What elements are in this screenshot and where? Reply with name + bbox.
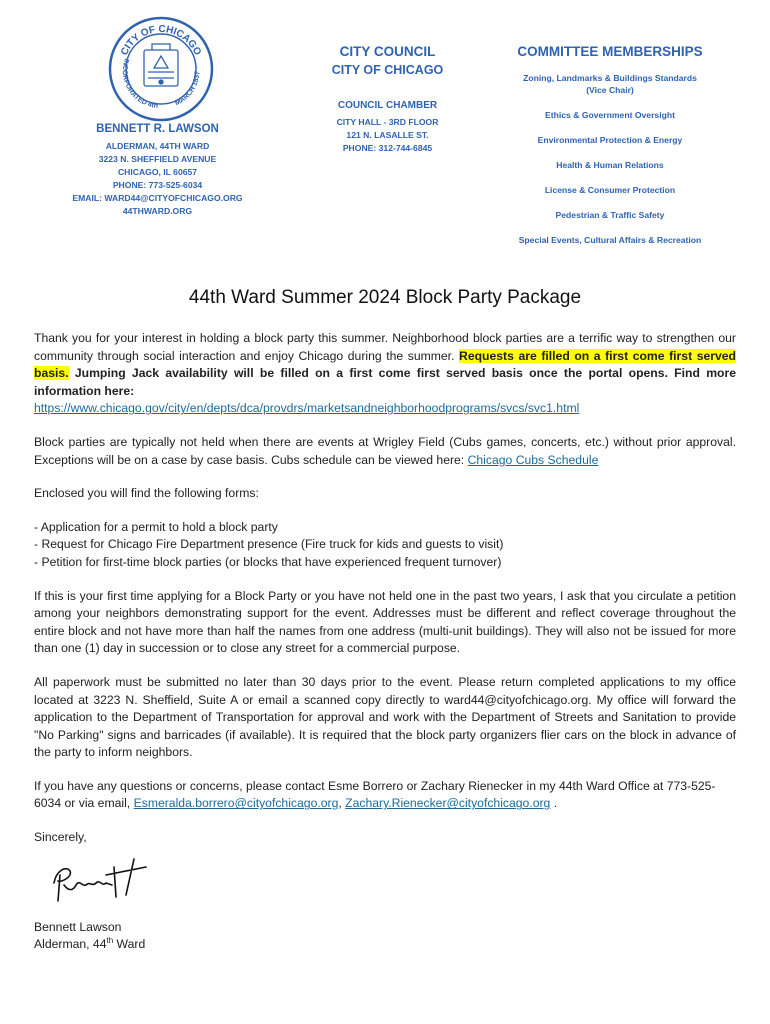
esmeralda-email-link[interactable]: Esmeralda.borrero@cityofchicago.org (133, 796, 339, 811)
paragraph-contact: If you have any questions or concerns, please contact Esme Borrero or Zachary Rienecker in my 44th Ward Office at 773-525-6034 or via email, Esmeralda.borrero@cityofchicago.org, Zachary.Rienecker@cityofchicago.org . (34, 778, 716, 811)
paragraph-wrigley: Block parties are typically not held when there are events at Wrigley Field (Cubs games, concerts, etc.) without prior approval. Exceptions will be on a case by case basis. Cubs schedule can be viewed here: Chicago Cubs Schedule (34, 434, 736, 467)
seal-top-text: CITY OF CHICAGO (119, 23, 203, 58)
committee-item: Pedestrian & Traffic Safety (555, 210, 665, 220)
forms-list (34, 519, 736, 572)
seal-right-text: MARCH 1837 (173, 70, 202, 108)
committee-item: Ethics & Government Oversight (545, 110, 675, 120)
committee-item: License & Consumer Protection (544, 185, 676, 195)
seal-left-text: INCORPORATED 4th (120, 57, 159, 110)
council-heading: CITY COUNCIL (339, 44, 436, 59)
signature-icon (46, 853, 166, 903)
alderman-street: 3223 N. SHEFFIELD AVENUE (98, 154, 217, 164)
paragraph-intro: Thank you for your interest in holding a block party this summer. Neighborhood block parties are a terrific way to strengthen our community through social interaction and enjoy Chicago during the summer. Requests are filled on a first come first served basis. Jumping Jack availability will be filled on a first come first served basis once the portal opens. Find more information here: (34, 331, 736, 398)
list-item: - Request for Chicago Fire Department presence (Fire truck for kids and guests to visit) (34, 537, 504, 552)
city-council-block (320, 44, 455, 155)
letter-title: 44th Ward Summer 2024 Block Party Package (188, 287, 582, 308)
alderman-title: ALDERMAN, 44TH WARD (105, 141, 210, 151)
alderman-email: EMAIL: WARD44@CITYOFCHICAGO.ORG (72, 193, 243, 203)
paragraph-paperwork: All paperwork must be submitted no later than 30 days prior to the event. Please return completed applications to my office located at 3223 N. Sheffield, Suite A or email a scanned copy directly to ward44@cityofchicago.org. My office will forward the application to the Department of Transportation for approval and work with the Department of Streets and Sanitation to provide "No Parking" signs and barricades (if available). It is required that the block party organizers flier cars on the block in advance of the party to inform neighbors. (34, 674, 736, 760)
council-chamber: COUNCIL CHAMBER (337, 100, 438, 111)
city-of-chicago-seal (108, 16, 214, 122)
first-come-highlight: Requests are filled on a first come first served basis. (34, 348, 736, 381)
committee-item: Environmental Protection & Energy (537, 135, 683, 145)
signer-name: Bennett Lawson (34, 919, 122, 934)
council-phone: PHONE: 312-744-6845 (342, 143, 433, 153)
committee-item: Health & Human Relations (556, 160, 664, 170)
committee-memberships-block (505, 44, 715, 259)
council-street: 121 N. LASALLE ST. (346, 130, 429, 140)
closing: Sincerely, (34, 830, 87, 845)
paragraph-enclosed: Enclosed you will find the following forms: (34, 486, 259, 501)
paragraph-petition: If this is your first time applying for a Block Party or you have not held one in the past two years, I ask that you circulate a petition among your neighbors demonstrating support for the event. Addresses must be different and reflect coverage throughout the entire block and not have more than half the names from one address (multi-unit buildings). They will also not be issued for more than one (1) day in succession or to close any street for a commercial purpose. (34, 588, 736, 656)
council-subheading: CITY OF CHICAGO (331, 63, 444, 77)
council-floor: CITY HALL - 3RD FLOOR (336, 117, 439, 127)
letter-body (34, 330, 736, 954)
committee-item: Special Events, Cultural Affairs & Recreation (518, 235, 702, 245)
list-item: - Petition for first-time block parties (or blocks that have experienced frequent turnover) (34, 554, 502, 569)
alderman-contact-block (60, 123, 255, 218)
alderman-phone: PHONE: 773-525-6034 (112, 180, 203, 190)
zachary-email-link[interactable]: Zachary.Rienecker@cityofchicago.org (345, 796, 551, 811)
alderman-city: CHICAGO, IL 60657 (117, 167, 198, 177)
signer-title: Alderman, 44th Ward (34, 936, 146, 952)
list-item: - Application for a permit to hold a block party (34, 519, 278, 534)
alderman-name: BENNETT R. LAWSON (96, 123, 219, 135)
alderman-website: 44THWARD.ORG (122, 206, 193, 216)
committee-item: Zoning, Landmarks & Buildings Standards (Vice Chair) (523, 73, 697, 95)
committees-heading: COMMITTEE MEMBERSHIPS (517, 44, 703, 59)
block-party-info-link[interactable]: https://www.chicago.gov/city/en/depts/dca/provdrs/marketsandneighborhoodprograms/svcs/svc1.html (34, 401, 580, 416)
cubs-schedule-link[interactable]: Chicago Cubs Schedule (467, 452, 599, 467)
